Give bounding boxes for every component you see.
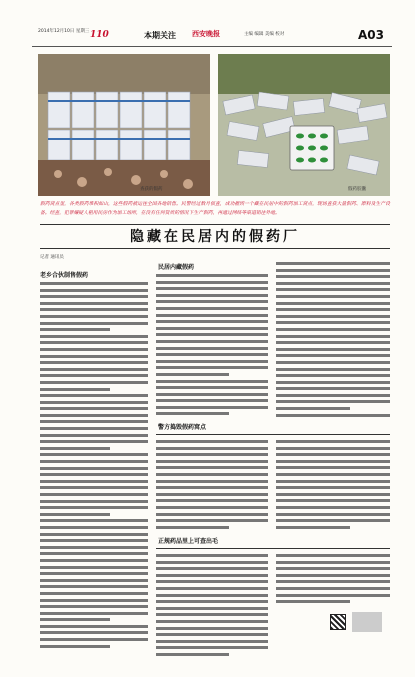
article-column-1	[40, 282, 148, 651]
page-code: A03	[358, 28, 384, 42]
section-divider-1	[156, 434, 390, 435]
article-column-5	[276, 440, 390, 532]
issue-date: 2014年12月10日 星期三	[38, 29, 90, 34]
corner-thumbnail	[352, 612, 382, 632]
article-column-3	[276, 262, 390, 420]
masthead-rule	[32, 46, 392, 47]
fake-capsules-photo	[218, 54, 390, 196]
subhead-4: 正规药品里上可查出毛	[158, 538, 219, 545]
section-title: 本期关注	[144, 31, 176, 40]
subhead-3: 警方捣毁假药窝点	[158, 424, 207, 431]
article-column-7	[276, 554, 390, 607]
headline-bottom-rule	[40, 248, 390, 249]
newspaper-logo: 西安晚报	[192, 29, 220, 38]
seized-drugs-photo	[38, 54, 210, 196]
subhead-2: 民居内藏假药	[158, 264, 195, 271]
headline: 隐藏在民居内的假药厂	[130, 229, 300, 245]
masthead	[32, 28, 392, 44]
lead-paragraph: 假药窝点里，各类假药堆积如山，这些假药被运往全国各地销售。民警经过数月侦查，成功摧毁一个藏在民居中的假药加工窝点，现场查获大量假药、原料及生产设备。经查，犯罪嫌疑人租用民房作为加工场所，在没有任何资质的情况下生产假药，再通过网络等渠道销往外地。	[40, 202, 390, 216]
qr-code	[330, 614, 346, 630]
article-column-4	[156, 440, 268, 532]
article-column-6	[156, 554, 268, 660]
column-logo: 110	[90, 30, 109, 40]
byline: 记者 通讯员	[40, 255, 64, 260]
left-photo-caption: 查获的假药	[140, 187, 163, 192]
article-column-2	[156, 274, 268, 419]
section-divider-2	[156, 548, 390, 549]
right-photo-caption: 假药胶囊	[348, 187, 366, 192]
editor-info: 主编 编辑 美编 校对	[244, 32, 285, 37]
subhead-1: 老乡合伙制售假药	[40, 272, 89, 279]
headline-top-rule	[40, 224, 390, 225]
newspaper-page	[10, 0, 405, 677]
